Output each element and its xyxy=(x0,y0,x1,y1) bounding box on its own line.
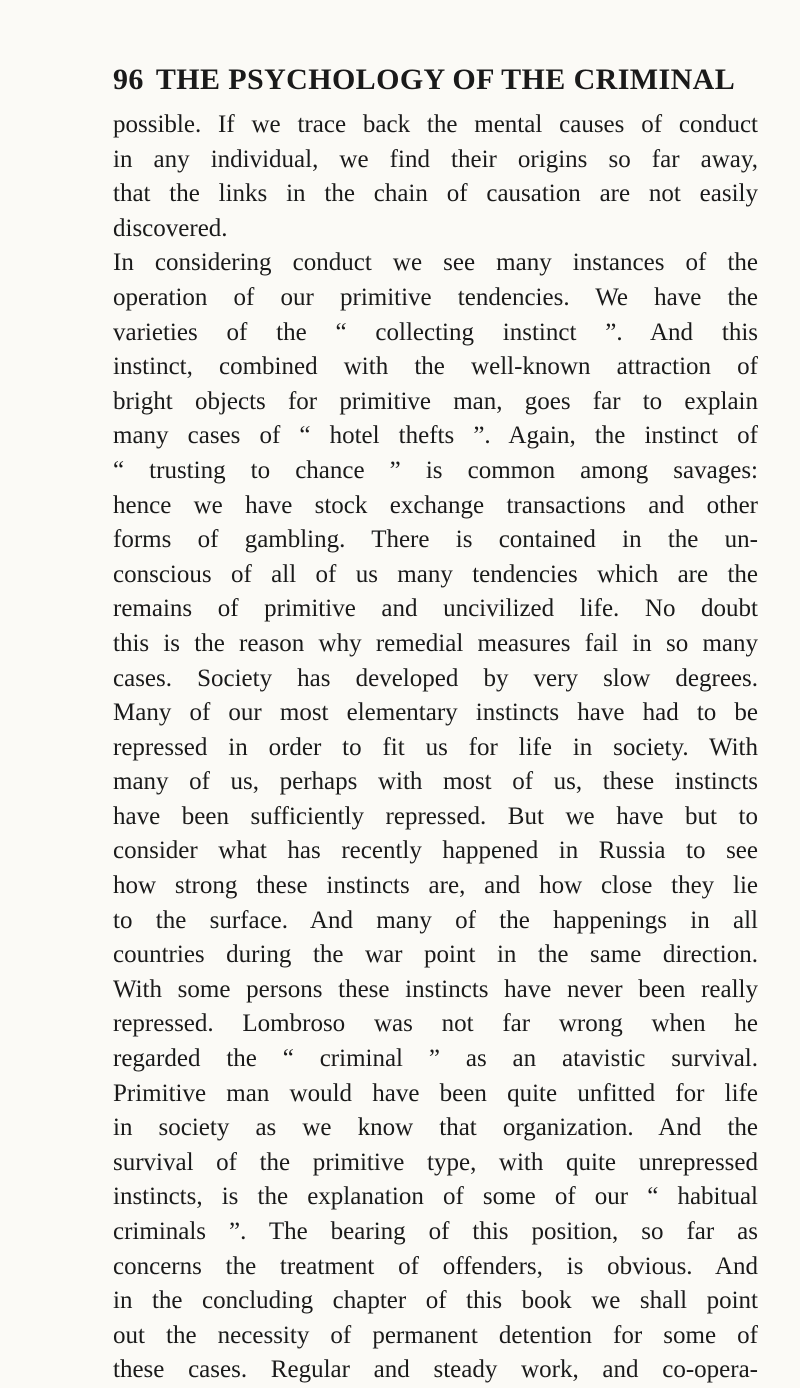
text-line: criminals ”. The bearing of this position, so far as xyxy=(113,1218,758,1245)
text-line: possible. If we trace back the mental causes of conduct xyxy=(113,111,758,138)
text-line: repressed. Lombroso was not far wrong when he xyxy=(113,1010,758,1038)
text-line: Many of our most elementary instincts have had to be xyxy=(113,699,758,727)
running-title: THE PSYCHOLOGY OF THE CRIMINAL xyxy=(155,63,736,96)
text-line: this is the reason why remedial measures fail in so many xyxy=(113,629,758,657)
text-line: many of us, perhaps with most of us, these instincts xyxy=(113,768,758,796)
text-line: remains of primitive and uncivilized life. No doubt xyxy=(113,595,758,623)
page-number: 96 xyxy=(113,63,144,96)
text-line: countries during the war point in the same direction. xyxy=(113,941,758,969)
text-line: Primitive man would have been quite unfitted for life xyxy=(113,1079,758,1107)
text-line: “ trusting to chance ” is common among savages: xyxy=(113,456,758,484)
text-line: varieties of the “ collecting instinct ”. And this xyxy=(113,318,758,346)
text-line: out the necessity of permanent detention for some of xyxy=(113,1321,758,1349)
text-line: to the surface. And many of the happenings in all xyxy=(113,906,758,934)
text-line: these cases. Regular and steady work, and co-opera- xyxy=(113,1356,758,1384)
text-line: in society as we know that organization. And the xyxy=(113,1114,758,1142)
text-line: In considering conduct we see many instances of the xyxy=(113,249,758,277)
text-line: cases. Society has developed by very slow degrees. xyxy=(113,664,758,692)
text-line: operation of our primitive tendencies. We have the xyxy=(113,283,758,311)
text-line: discovered. xyxy=(113,214,228,242)
body-text xyxy=(113,108,758,1388)
text-line: consider what has recently happened in Russia to see xyxy=(113,837,758,865)
text-line: instinct, combined with the well-known attraction of xyxy=(113,353,758,381)
text-line: in the concluding chapter of this book we shall point xyxy=(113,1287,758,1315)
text-line: repressed in order to fit us for life in society. With xyxy=(113,733,758,761)
text-line: With some persons these instincts have never been really xyxy=(113,975,758,1003)
text-line: forms of gambling. There is contained in the un- xyxy=(113,526,758,554)
text-line: hence we have stock exchange transactions and other xyxy=(113,491,758,519)
text-line: instincts, is the explanation of some of our “ habitual xyxy=(113,1183,758,1211)
text-line: conscious of all of us many tendencies which are the xyxy=(113,560,758,588)
text-line: in any individual, we find their origins so far away, xyxy=(113,145,758,173)
text-line: bright objects for primitive man, goes far to explain xyxy=(113,387,758,415)
text-line: many cases of “ hotel thefts ”. Again, the instinct of xyxy=(113,422,758,450)
running-head xyxy=(113,58,758,102)
text-line: concerns the treatment of offenders, is obvious. And xyxy=(113,1252,758,1280)
text-line: survival of the primitive type, with quite unrepressed xyxy=(113,1148,758,1176)
text-line: that the links in the chain of causation are not easily xyxy=(113,180,758,208)
text-line: regarded the “ criminal ” as an atavistic survival. xyxy=(113,1045,758,1073)
text-line: have been sufficiently repressed. But we have but to xyxy=(113,802,758,830)
text-line: how strong these instincts are, and how close they lie xyxy=(113,872,758,900)
